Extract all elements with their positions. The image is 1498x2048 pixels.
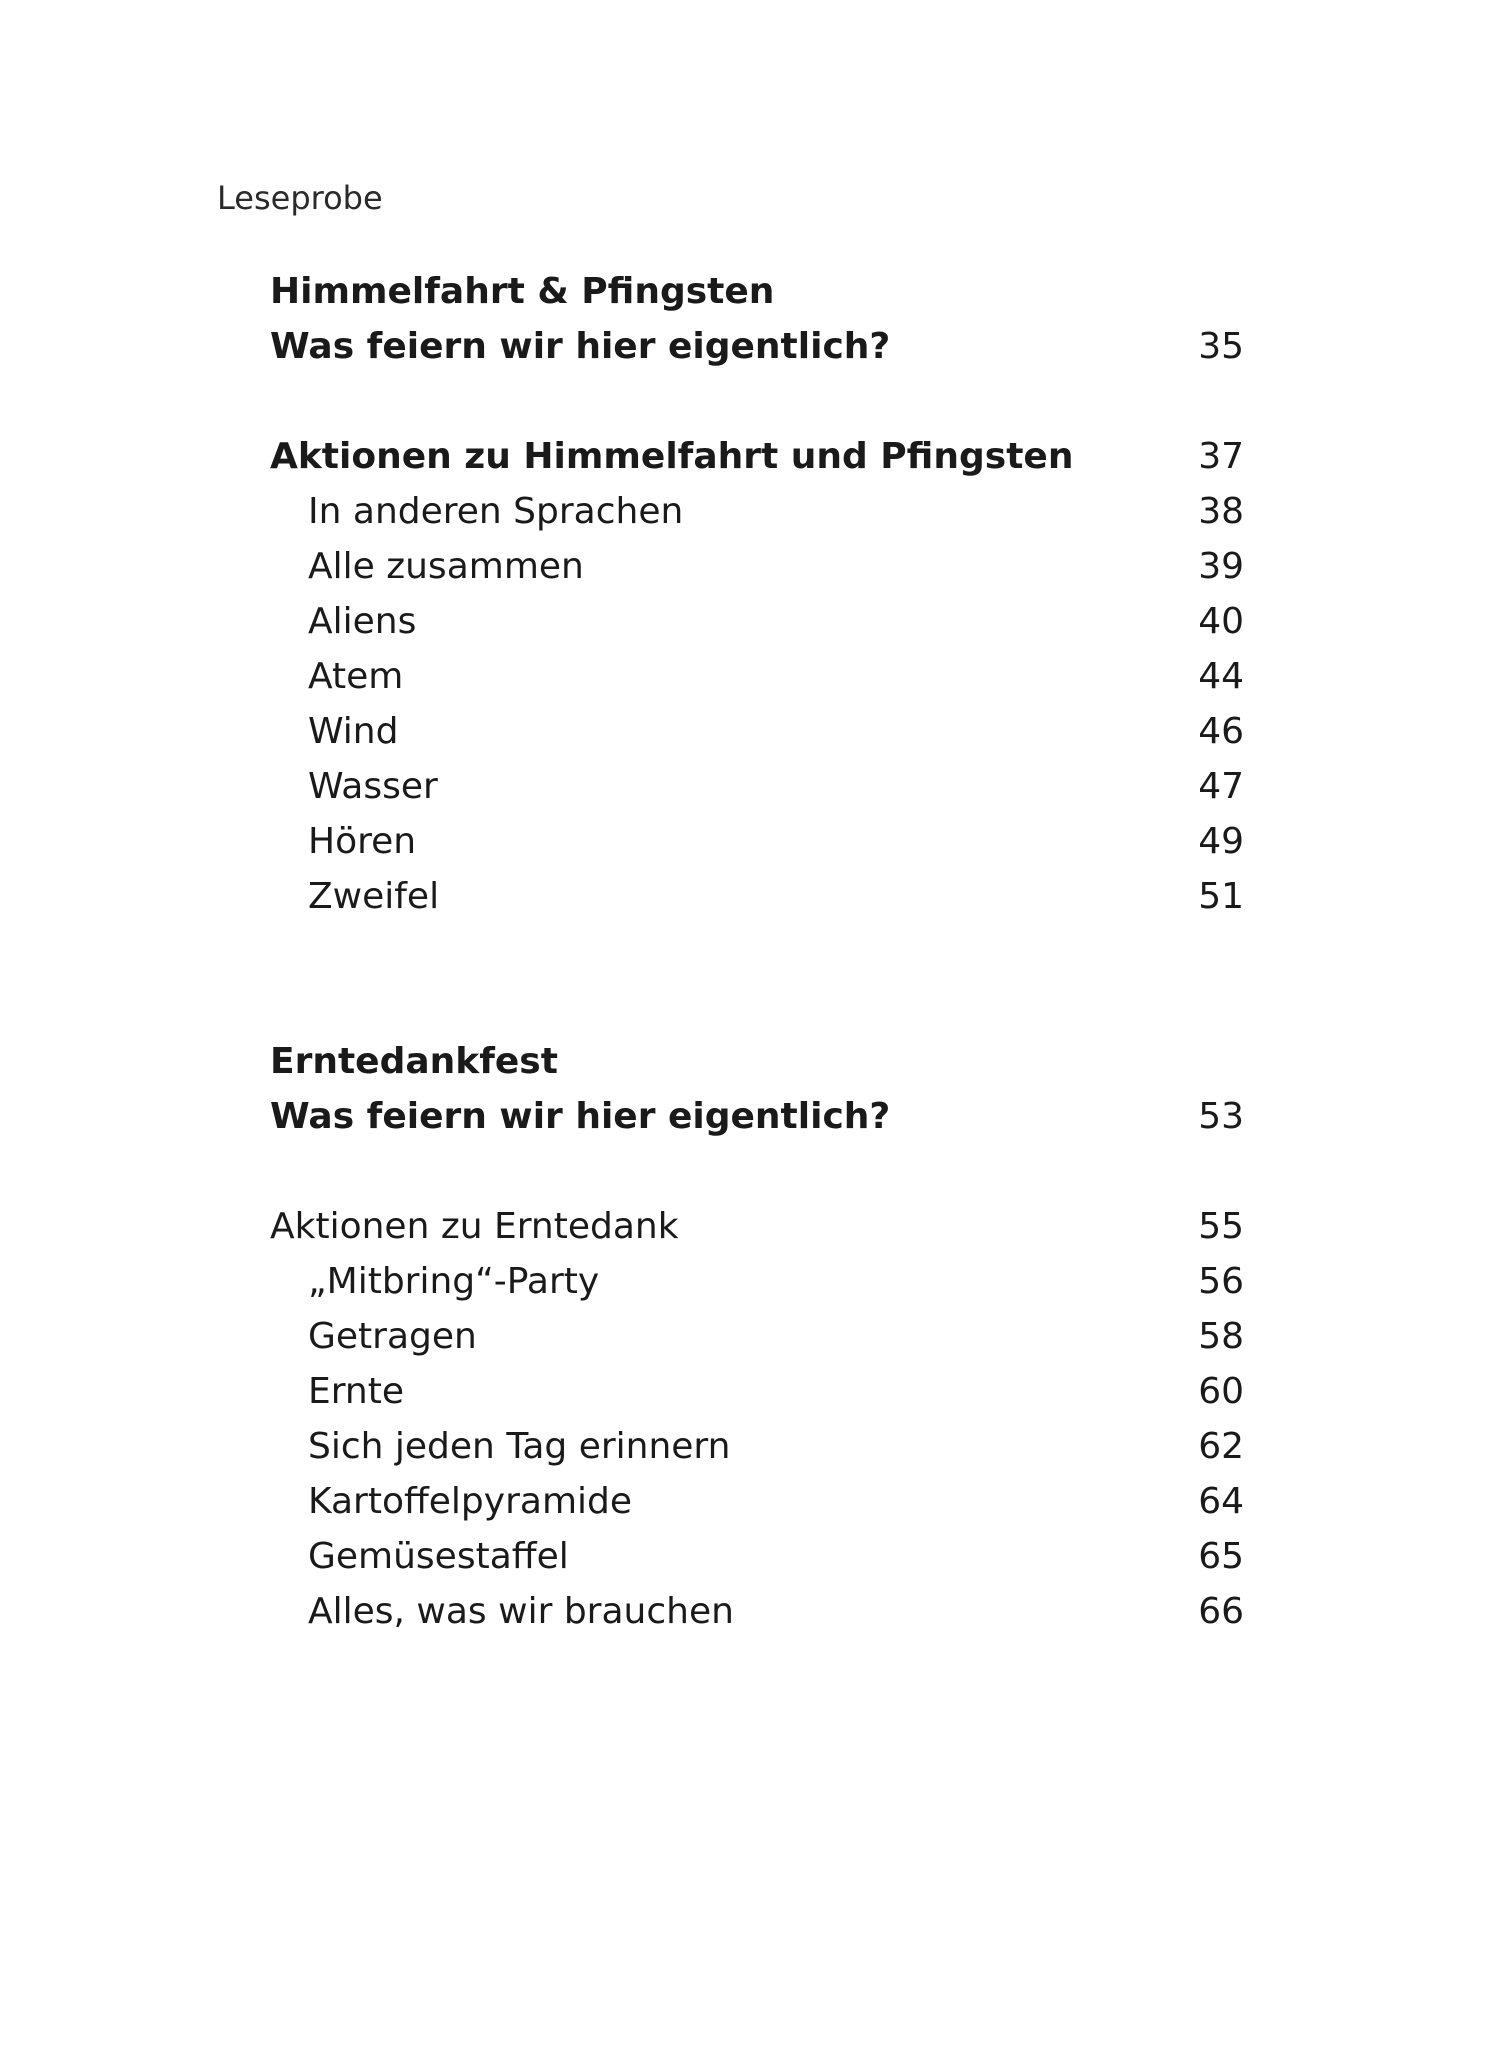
toc-entry-title: Sich jeden Tag erinnern bbox=[308, 1426, 731, 1467]
toc-entry-title: Kartoffelpyramide bbox=[308, 1481, 633, 1522]
toc-entry-page: 66 bbox=[1198, 1591, 1244, 1632]
table-of-contents bbox=[270, 264, 1244, 1639]
toc-entry[interactable] bbox=[270, 1309, 1244, 1364]
toc-entry-page: 37 bbox=[1198, 436, 1244, 477]
running-header: Leseprobe bbox=[217, 179, 383, 217]
toc-entry[interactable] bbox=[270, 594, 1244, 649]
toc-entry[interactable] bbox=[270, 869, 1244, 924]
toc-entry-page: 55 bbox=[1198, 1206, 1244, 1247]
toc-entry-title: Was feiern wir hier eigentlich? bbox=[270, 1096, 891, 1137]
section-heading-text: Erntedankfest bbox=[270, 1041, 558, 1082]
toc-entry-title: Wind bbox=[308, 711, 399, 752]
toc-entry-title: Hören bbox=[308, 821, 417, 862]
toc-entry-page: 65 bbox=[1198, 1536, 1244, 1577]
toc-entry[interactable] bbox=[270, 814, 1244, 869]
section-heading bbox=[270, 264, 1244, 319]
toc-entry-page: 47 bbox=[1198, 766, 1244, 807]
toc-entry-title: In anderen Sprachen bbox=[308, 491, 684, 532]
toc-entry[interactable] bbox=[270, 704, 1244, 759]
section-heading-text: Himmelfahrt & Pfingsten bbox=[270, 271, 775, 312]
toc-entry-intro[interactable] bbox=[270, 319, 1244, 374]
toc-entry-page: 58 bbox=[1198, 1316, 1244, 1357]
toc-entry[interactable] bbox=[270, 539, 1244, 594]
toc-entry[interactable] bbox=[270, 1529, 1244, 1584]
toc-entry-page: 56 bbox=[1198, 1261, 1244, 1302]
toc-entry-intro[interactable] bbox=[270, 1089, 1244, 1144]
toc-entry[interactable] bbox=[270, 1419, 1244, 1474]
toc-entry-page: 46 bbox=[1198, 711, 1244, 752]
toc-entry[interactable] bbox=[270, 1364, 1244, 1419]
toc-entry[interactable] bbox=[270, 1584, 1244, 1639]
toc-entry-page: 40 bbox=[1198, 601, 1244, 642]
toc-entry-page: 53 bbox=[1198, 1096, 1244, 1137]
toc-entry-page: 62 bbox=[1198, 1426, 1244, 1467]
toc-entry[interactable] bbox=[270, 649, 1244, 704]
toc-entry-page: 51 bbox=[1198, 876, 1244, 917]
toc-entry-title: Was feiern wir hier eigentlich? bbox=[270, 326, 891, 367]
toc-entry[interactable] bbox=[270, 484, 1244, 539]
toc-entry-title: Atem bbox=[308, 656, 404, 697]
toc-entry[interactable] bbox=[270, 1254, 1244, 1309]
toc-entry-page: 39 bbox=[1198, 546, 1244, 587]
section-heading bbox=[270, 1034, 1244, 1089]
toc-entry-page: 60 bbox=[1198, 1371, 1244, 1412]
toc-entry-title: „Mitbring“-Party bbox=[308, 1261, 600, 1302]
toc-entry-group[interactable] bbox=[270, 429, 1244, 484]
toc-entry-title: Ernte bbox=[308, 1371, 404, 1412]
toc-entry-page: 38 bbox=[1198, 491, 1244, 532]
toc-entry-title: Gemüsestaffel bbox=[308, 1536, 569, 1577]
toc-entry-title: Getragen bbox=[308, 1316, 477, 1357]
toc-entry-group[interactable] bbox=[270, 1199, 1244, 1254]
toc-entry-page: 35 bbox=[1198, 326, 1244, 367]
toc-entry-title: Zweifel bbox=[308, 876, 440, 917]
toc-entry[interactable] bbox=[270, 759, 1244, 814]
toc-entry-title: Alles, was wir brauchen bbox=[308, 1591, 734, 1632]
toc-entry-title: Wasser bbox=[308, 766, 438, 807]
toc-entry-title: Aliens bbox=[308, 601, 417, 642]
toc-entry[interactable] bbox=[270, 1474, 1244, 1529]
toc-entry-page: 49 bbox=[1198, 821, 1244, 862]
toc-entry-page: 44 bbox=[1198, 656, 1244, 697]
toc-entry-title: Aktionen zu Himmelfahrt und Pfingsten bbox=[270, 436, 1074, 477]
toc-entry-title: Alle zusammen bbox=[308, 546, 584, 587]
toc-entry-page: 64 bbox=[1198, 1481, 1244, 1522]
toc-entry-title: Aktionen zu Erntedank bbox=[270, 1206, 679, 1247]
